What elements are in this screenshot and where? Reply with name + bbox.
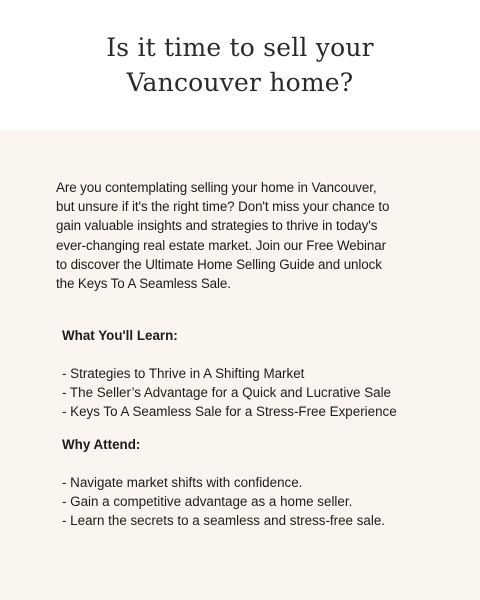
list-item: - Keys To A Seamless Sale for a Stress-Free Experience xyxy=(62,404,397,419)
section-heading: What You'll Learn: xyxy=(62,328,178,343)
intro-line: Are you contemplating selling your home in Vancouver, xyxy=(56,180,377,195)
header xyxy=(0,0,480,130)
intro-line: gain valuable insights and strategies to thrive in today's xyxy=(56,218,378,234)
intro-line: ever-changing real estate market. Join our Free Webinar xyxy=(56,237,386,253)
intro-line: the Keys To A Seamless Sale. xyxy=(56,276,231,292)
intro-line: to discover the Ultimate Home Selling Guide and unlock xyxy=(56,256,382,272)
section-heading: Why Attend: xyxy=(62,437,141,452)
list-item: - Navigate market shifts with confidence. xyxy=(62,475,303,490)
list-item: - Strategies to Thrive in A Shifting Market xyxy=(62,366,305,381)
list-item: - Gain a competitive advantage as a home seller. xyxy=(62,494,353,509)
list-item: - Learn the secrets to a seamless and stress-free sale. xyxy=(62,513,386,528)
title-line-1: Is it time to sell your xyxy=(106,33,374,62)
intro-line: but unsure if it's the right time? Don't miss your chance to xyxy=(56,199,390,215)
what-youll-learn-section xyxy=(62,326,442,421)
learn-list xyxy=(62,364,442,421)
list-item: - The Seller’s Advantage for a Quick and Lucrative Sale xyxy=(62,385,392,400)
title-line-2: Vancouver home? xyxy=(126,68,354,97)
why-attend-section xyxy=(62,435,442,530)
intro-paragraph xyxy=(56,178,436,293)
content-panel xyxy=(0,130,480,600)
page-title xyxy=(0,30,480,100)
attend-list xyxy=(62,473,442,530)
